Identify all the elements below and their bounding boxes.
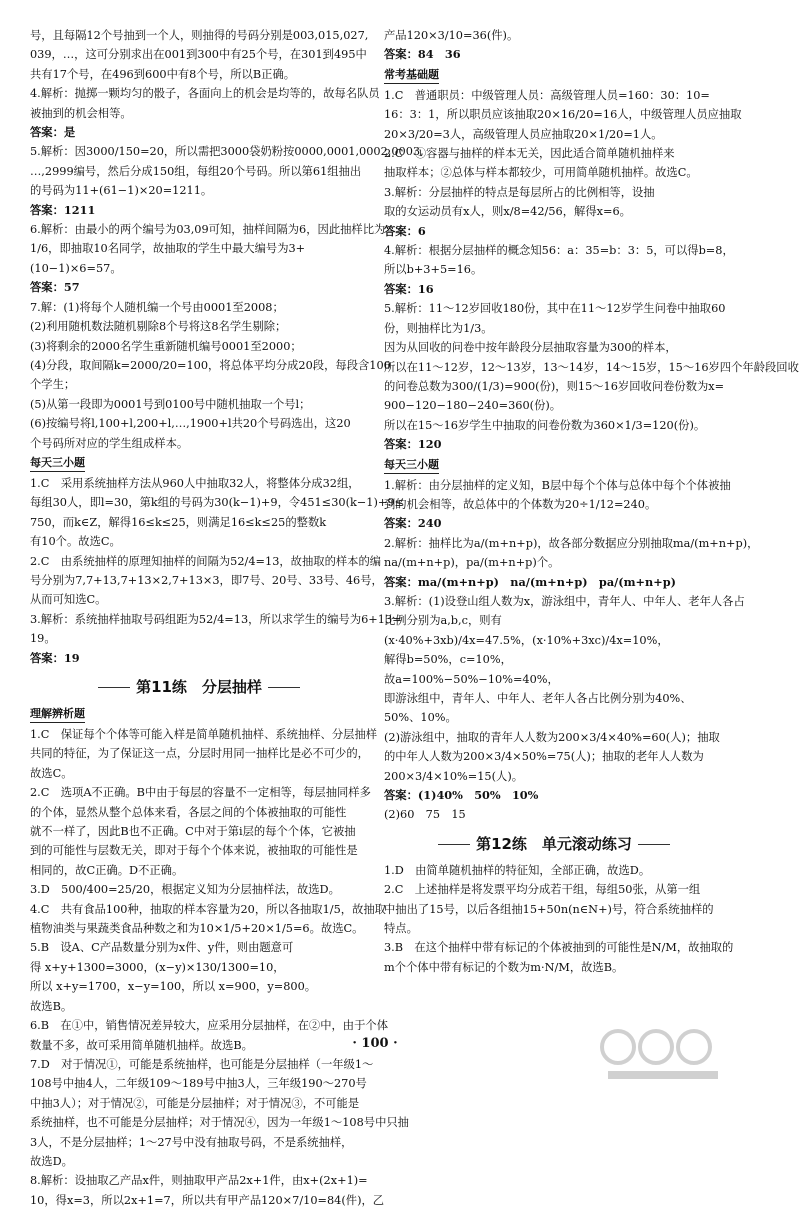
text-line: 故选B。 (30, 999, 73, 1013)
answer-line: 答案：57 (30, 280, 80, 295)
text-line: 有10个。故选C。 (30, 535, 121, 549)
text-line: m个个体中带有标记的个数为m·N/M，故选B。 (384, 960, 624, 974)
text-line: 039，…，这可分别求出在001到300中有25个号，在301到495中 (30, 48, 367, 62)
answer-line: 答案：(1)40% 50% 10% (384, 788, 539, 803)
text-line: (4)分段，取间隔k=2000/20=100，将总体平均分成20段，每段含100 (30, 358, 391, 372)
watermark-logo (598, 1017, 728, 1083)
text-line: 3.B 在这个抽样中带有标记的个体被抽到的可能性是N/M，故抽取的 (384, 941, 734, 955)
answer-line: 答案：120 (384, 437, 442, 452)
text-line: 到的机会相等，故总体中的个体数为20÷1/12=240。 (384, 497, 657, 511)
section-title-text: 第11练 分层抽样 (136, 678, 262, 696)
text-line: 每组30人，即l=30，第k组的号码为30(k−1)+9，令451≤30(k−1)+9≤ (30, 496, 405, 510)
text-line: 中抽3人）；对于情况②，可能是分层抽样；对于情况③，不可能是 (30, 1096, 360, 1110)
text-line: 即游泳组中，青年人、中年人、老年人各占比例分别为40%、 (384, 692, 692, 705)
text-line: 2.C 上述抽样是将发票平均分成若干组，每组50张，从第一组 (384, 883, 701, 897)
text-line: …,2999编号，然后分成150组，每组20个号码。所以第61组抽出 (30, 164, 362, 178)
text-line: 共有17个号，在496到600中有8个号，所以B正确。 (30, 67, 296, 81)
text-line: 2.解析：抽样比为a/(m+n+p)，故各部分数据应分别抽取ma/(m+n+p)， (384, 536, 759, 550)
text-line: 号分别为7,7+13,7+13×2,7+13×3，即7号、20号、33号、46号， (30, 573, 383, 587)
text-line: 从而可知选C。 (30, 593, 107, 607)
text-line: 因为从回收的问卷中按年龄段分层抽取容量为300的样本， (384, 341, 677, 355)
text-line: 10，得x=3，所以2x+1=7，所以共有甲产品120×7/10=84(件)，乙 (30, 1193, 385, 1207)
text-line: 200×3/4×10%=15(人)。 (384, 769, 524, 783)
text-line: 解得b=50%，c=10%， (384, 653, 512, 667)
text-line: 6.解析：由最小的两个编号为03,09可知，抽样间隔为6，因此抽样比为 (30, 223, 386, 237)
text-line: (2)60 75 15 (384, 808, 466, 822)
text-line: 7.D 对于情况①，可能是系统抽样，也可能是分层抽样（一年级1～ (30, 1057, 374, 1071)
text-line: 3.解析：系统抽样抽取号码组距为52/4=13，所以求学生的编号为6+13= (30, 612, 402, 626)
text-line: 故选C。 (30, 766, 73, 780)
subsection-heading: 每天三小题 (384, 457, 439, 474)
right-column (384, 26, 799, 977)
answer-line: 答案：16 (384, 281, 434, 296)
text-line: 4.解析：根据分层抽样的概念知56：a：35=b：3：5，可以得b=8， (384, 244, 734, 258)
text-line: 750，而k∈Z，解得16≤k≤25，则满足16≤k≤25的整数k (30, 515, 327, 529)
text-line: 108号中抽4人，二年级109～189号中抽3人，三年级190～270号 (30, 1077, 367, 1091)
title-rule (438, 844, 470, 845)
text-line: 4.解析：抛掷一颗均匀的骰子，各面向上的机会是均等的，故每名队员 (30, 87, 380, 101)
text-line: 产品120×3/10=36(件)。 (384, 29, 519, 42)
text-line: 特点。 (384, 922, 418, 936)
text-line: (x·40%+3xb)/4x=47.5%，(x·10%+3xc)/4x=10%， (384, 633, 669, 647)
answer-line: 答案：ma/(m+n+p) na/(m+n+p) pa/(m+n+p) (384, 574, 676, 589)
text-line: na/(m+n+p)，pa/(m+n+p)个。 (384, 556, 560, 570)
text-line: 的问卷总数为300/(1/3)=900(份)，则15～16岁回收问卷份数为x= (384, 379, 725, 393)
text-line: 系统抽样，也不可能是分层抽样；对于情况④，因为一年级1～108号中只抽 (30, 1116, 409, 1130)
text-line: 份，则抽样比为1/3。 (384, 321, 493, 335)
text-line: 1/6，即抽取10名同学，故抽取的学生中最大编号为3+ (30, 242, 306, 256)
text-line: 3人，不是分层抽样；1～27号中没有抽取号码，不是系统抽样， (30, 1135, 353, 1149)
text-line: 故选D。 (30, 1154, 73, 1168)
text-line: 900−120−180−240=360(份)。 (384, 399, 562, 413)
text-line: 19。 (30, 632, 56, 646)
text-line: 1.解析：由分层抽样的定义知，B层中每个个体与总体中每个个体被抽 (384, 478, 731, 492)
text-line: 比例分别为a,b,c，则有 (384, 614, 502, 628)
section-title (30, 676, 368, 698)
text-line: 得 x+y+1300=3000，(x−y)×130/1300=10， (30, 960, 285, 974)
text-line: (10−1)×6=57。 (30, 261, 122, 275)
text-line: (6)按编号将l,100+l,200+l,…,1900+l共20个号码选出，这20 (30, 417, 351, 431)
answer-line: 答案：19 (30, 650, 80, 665)
answer-line: 答案：84 36 (384, 47, 461, 62)
text-line: 个号码所对应的学生组成样本。 (30, 436, 189, 450)
text-line: 植物油类与果蔬类食品种数之和为10×1/5+20×1/5=6。故选C。 (30, 922, 364, 936)
text-line: 的中年人人数为200×3/4×50%=75(人)；抽取的老年人人数为 (384, 750, 704, 764)
subsection-heading: 理解辨析题 (30, 706, 85, 723)
text-line: 相同的，故C正确。D不正确。 (30, 863, 184, 877)
text-line: 5.解析：11～12岁回收180份，其中在11～12岁学生问卷中抽取60 (384, 302, 726, 316)
text-line: 到的可能性与层数无关，即对于每个个体来说，被抽取的可能性是 (30, 844, 358, 858)
text-line: 共同的特征，为了保证这一点，分层时用同一抽样比是必不可少的， (30, 747, 369, 761)
subsection-heading: 常考基础题 (384, 67, 439, 84)
section-title (384, 833, 724, 855)
text-line: 3.解析：(1)设登山组人数为x，游泳组中，青年人、中年人、老年人各占 (384, 594, 745, 608)
subsection-heading-row (384, 455, 724, 476)
answer-line: 答案：240 (384, 516, 442, 531)
text-line: (3)将剩余的2000名学生重新随机编号0001至2000； (30, 339, 302, 353)
subsection-heading: 每天三小题 (30, 455, 85, 472)
answer-line: 答案：6 (384, 223, 426, 238)
text-line: 1.C 保证每个个体等可能入样是简单随机抽样、系统抽样、分层抽样 (30, 728, 378, 741)
answer-line: 答案：1211 (30, 202, 96, 217)
text-line: 中抽出了15号，以后各组抽15+50n(n∈N+)号，符合系统抽样的 (384, 902, 714, 916)
text-line: (5)从第一段即为0001号到0100号中随机抽取一个号l； (30, 397, 311, 411)
text-line: 8.解析：设抽取乙产品x件，则抽取甲产品2x+1件，由x+(2x+1)= (30, 1174, 368, 1188)
subsection-heading-row (30, 453, 368, 474)
text-line: 50%、10%。 (384, 711, 457, 725)
text-line: 就不一样了，因此B也不正确。C中对于第i层的每个个体，它被抽 (30, 825, 356, 839)
answer-line: 答案：是 (30, 125, 76, 140)
text-line: 16：3：1，所以职员应该抽取20×16/20=16人，中级管理人员应抽取 (384, 108, 742, 122)
text-line: 被抽到的机会相等。 (30, 106, 132, 120)
text-line: (2)利用随机数法随机剔除8个号将这8名学生剔除； (30, 320, 287, 334)
title-rule (268, 687, 300, 688)
text-line: 3.解析：分层抽样的特点是每层所占的比例相等，设抽 (384, 185, 655, 199)
text-line: 20×3/20=3人，高级管理人员应抽取20×1/20=1人。 (384, 127, 663, 141)
text-line: 的个体，显然从整个总体来看，各层之间的个体被抽取的可能性 (30, 805, 347, 819)
section-title-text: 第12练 单元滚动练习 (476, 834, 632, 853)
text-line: 故a=100%−50%−10%=40%， (384, 672, 559, 686)
text-line: 2.C 选项A不正确。B中由于每层的容量不一定相等，每层抽同样多 (30, 786, 371, 800)
text-line: 个学生； (30, 378, 76, 392)
text-line: 1.D 由简单随机抽样的特征知，全部正确，故选D。 (384, 863, 651, 877)
text-line: 抽取样本；②总体与样本都较少，可用简单随机抽样。故选C。 (384, 166, 698, 180)
text-line: 数量不多，故可采用简单随机抽样。故选B。 (30, 1038, 253, 1052)
text-line: 所以在15～16岁学生中抽取的问卷份数为360×1/3=120(份)。 (384, 418, 706, 432)
title-rule (638, 844, 670, 845)
text-line: 的号码为11+(61−1)×20=1211。 (30, 184, 213, 198)
text-line: 1.C 普通职员：中级管理人员：高级管理人员=160：30：10= (384, 88, 710, 102)
text-line: 所以在11～12岁，12～13岁，13～14岁，14～15岁，15～16岁四个年龄段回收 (384, 360, 799, 374)
text-line: 3.D 500/400=25/20，根据定义知为分层抽样法，故选D。 (30, 883, 340, 897)
text-line: 5.B 设A、C产品数量分别为x件、y件，则由题意可 (30, 941, 294, 955)
text-line: 5.解析：因3000/150=20，所以需把3000袋奶粉按0000,0001,0002,0003, (30, 145, 424, 159)
text-line: 取的女运动员有x人，则x/8=42/56，解得x=6。 (384, 205, 631, 219)
text-line: 所以b+3+5=16。 (384, 263, 483, 277)
text-line: 2.C ①容器与抽样的样本无关，因此适合简单随机抽样来 (384, 147, 675, 161)
text-line: 7.解：(1)将每个人随机编一个号由0001至2008； (30, 300, 284, 314)
text-line: 1.C 采用系统抽样方法从960人中抽取32人，将整体分成32组， (30, 476, 360, 490)
subsection-heading-row (384, 65, 724, 86)
text-line: (2)游泳组中，抽取的青年人人数为200×3/4×40%=60(人)；抽取 (384, 730, 720, 744)
text-line: 2.C 由系统抽样的原理知抽样的间隔为52/4=13，故抽取的样本的编 (30, 554, 382, 568)
text-line: 所以 x+y=1700，x−y=100，所以 x=900，y=800。 (30, 980, 317, 994)
subsection-heading-row (30, 704, 368, 725)
text-line: 4.C 共有食品100种，抽取的样本容量为20，所以各抽取1/5，故抽取 (30, 902, 386, 916)
text-line: 6.B 在①中，销售情况差异较大，应采用分层抽样，在②中，由于个体 (30, 1019, 388, 1033)
title-rule (98, 687, 130, 688)
page-number: · 100 · (352, 1036, 398, 1051)
text-line: 号，且每隔12个号抽到一个人，则抽得的号码分别是003,015,027, (30, 29, 369, 42)
